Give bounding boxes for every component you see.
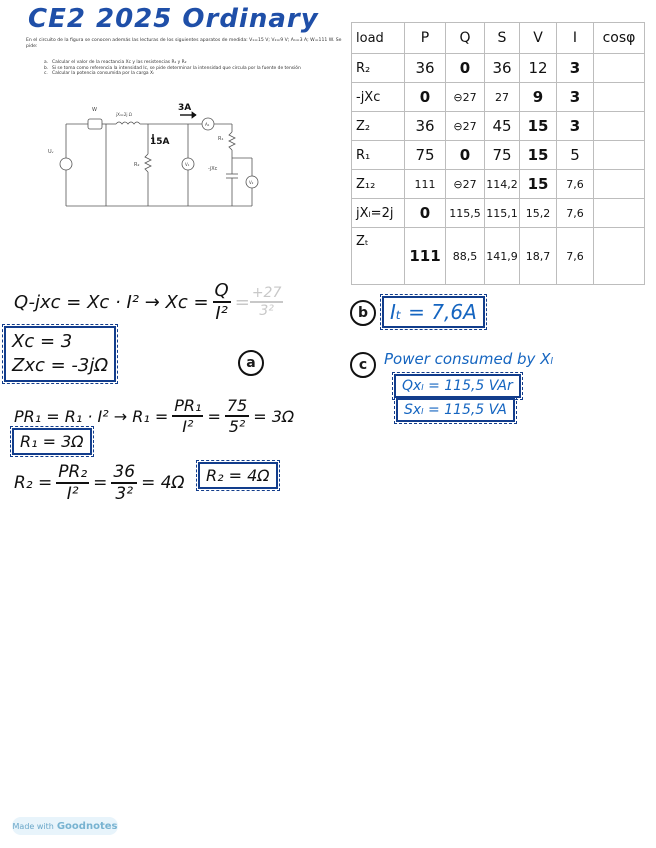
result-box-r1: R₁ = 3Ω bbox=[12, 428, 92, 455]
table-row: Z₂ 36 ⊖27 45 15 3 bbox=[352, 112, 645, 141]
task-item: b. Si se toma como referencia la intensidad Iᴄ, se pide determinar la intensidad que circula por la fuente de tensión bbox=[44, 65, 301, 71]
power-table bbox=[351, 22, 645, 285]
result-box-qxl: Qxₗ = 115,5 VAr bbox=[394, 374, 521, 398]
table-row: R₁ 75 0 75 15 5 bbox=[352, 141, 645, 170]
task-item: c. Calcular la potencia consumida por la carga Xₗ bbox=[44, 71, 154, 77]
a1-label: A₁ bbox=[205, 122, 210, 127]
source-label: Uᵥ bbox=[48, 149, 54, 155]
table-row: R₂ 36 0 36 12 3 bbox=[352, 54, 645, 83]
result-box-it: Iₜ = 7,6A bbox=[382, 296, 485, 328]
table-row: -jXᴄ 0 ⊖27 27 9 3 bbox=[352, 83, 645, 112]
header-q: Q bbox=[446, 23, 485, 54]
page-title: CE2 2025 Ordinary bbox=[28, 4, 319, 34]
equation-r2: R₂ = $\frac{\text{PR₂}}{\text{I²}}$ = $\frac{36}{\text{3²}}$ = 4Ω bbox=[14, 462, 185, 504]
header-s: S bbox=[485, 23, 520, 54]
equation-r1: PR₁ = R₁ · I² → R₁ = $\frac{\text{PR₁}}{\text{I²}}$ = $\frac{75}{\text{5²}}$ = 3Ω bbox=[14, 396, 295, 436]
wattmeter-label: W bbox=[92, 107, 97, 113]
header-i: I bbox=[557, 23, 594, 54]
header-p: P bbox=[405, 23, 446, 54]
v1-label: V₁ bbox=[185, 162, 190, 167]
current-mid-label: 15A bbox=[150, 137, 170, 147]
header-v: V bbox=[520, 23, 557, 54]
label-b: b bbox=[350, 300, 376, 326]
current-top-label: 3A bbox=[178, 103, 192, 113]
label-a: a bbox=[238, 350, 264, 376]
task-list bbox=[36, 60, 350, 77]
r2-label: R₂ bbox=[134, 162, 140, 168]
header-load: load bbox=[352, 23, 405, 54]
result-box-xc: Xc = 3 Zxc = -3jΩ bbox=[4, 326, 116, 382]
power-consumed-title: Power consumed by Xₗ bbox=[384, 350, 553, 368]
goodnotes-badge[interactable]: Made with Goodnotes bbox=[12, 817, 118, 835]
task-item: a. Calcular el valor de la reactancia Xᴄ y las resistencias R₁ y R₂ bbox=[44, 60, 187, 65]
header-cos: cosφ bbox=[594, 23, 645, 54]
label-c: c bbox=[350, 352, 376, 378]
equation-xc: Q-jxc = Xc · I² → Xc = $\frac{Q}{\text{I²}}$ = $\frac{+27}{\text{3²}}$ bbox=[14, 280, 282, 324]
result-box-r2: R₂ = 4Ω bbox=[198, 462, 278, 489]
v2-label: V₂ bbox=[249, 180, 254, 185]
capacitor-label: -jXᴄ bbox=[208, 166, 218, 172]
table-row: jXₗ=2j 0 115,5 115,1 15,2 7,6 bbox=[352, 199, 645, 228]
r1-label: R₁ bbox=[218, 136, 224, 142]
table-row: Zₜ 111 88,5 141,9 18,7 7,6 bbox=[352, 228, 645, 285]
result-box-sxl: Sxₗ = 115,5 VA bbox=[396, 398, 515, 422]
table-header-row bbox=[352, 23, 645, 54]
problem-statement: En el circuito de la figura se conocen además las lecturas de los siguientes aparatos de medida: V₁=15 V; V₂=9 V; A₁=3 A; W=111 W. Se pide: bbox=[26, 38, 342, 49]
table-row: Z₁₂ 111 ⊖27 114,2 15 7,6 bbox=[352, 170, 645, 199]
jxl-label: jXₗ=2j Ω bbox=[116, 112, 132, 117]
circuit-diagram bbox=[40, 98, 270, 216]
